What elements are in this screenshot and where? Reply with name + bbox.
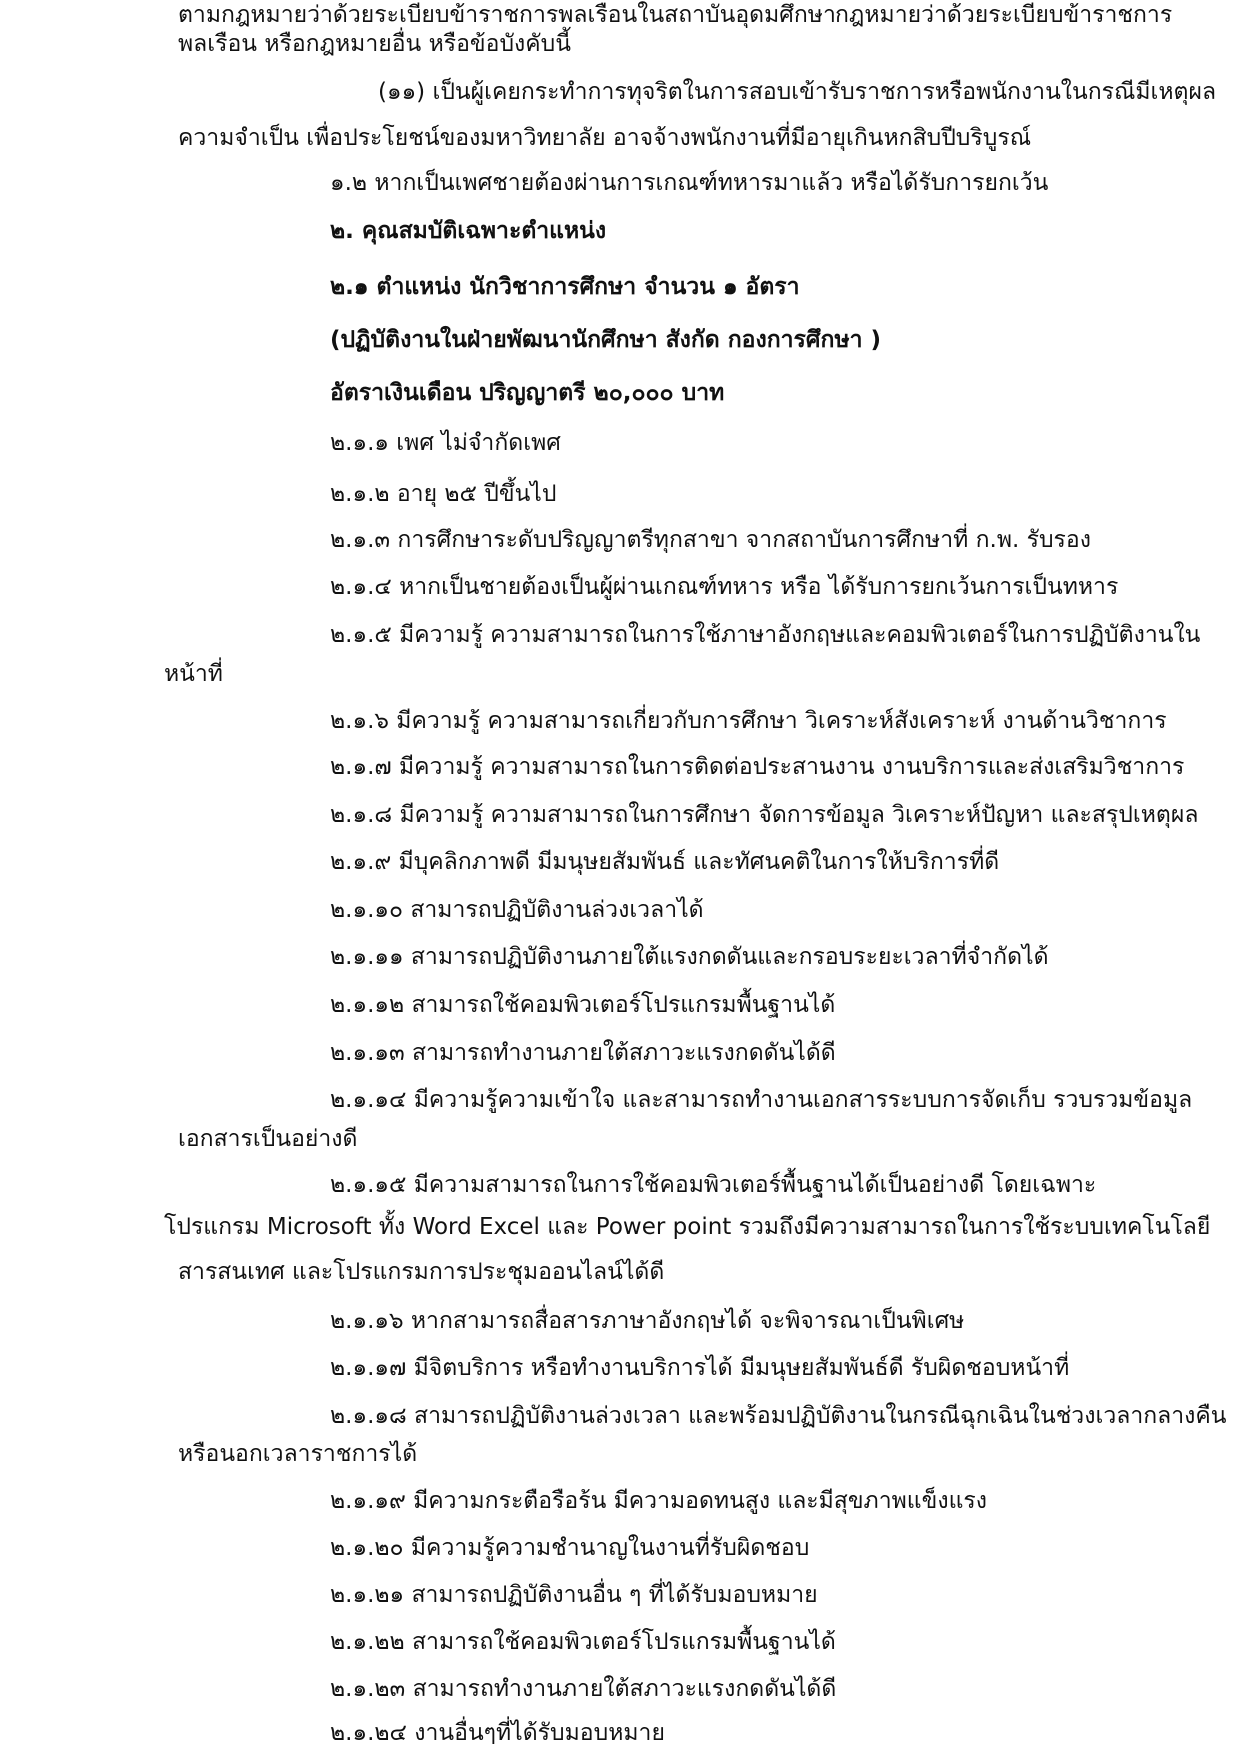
qualification-item: ๒.๑.๒๑ สามารถปฏิบัติงานอื่น ๆ ที่ได้รับมอบหมาย [330,1582,818,1608]
qualification-item: ๒.๑.๑๑ สามารถปฏิบัติงานภายใต้แรงกดดันและกรอบระยะเวลาที่จำกัดได้ [330,944,1049,970]
qualification-item: ๒.๑.๑๙ มีความกระตือรือร้น มีความอดทนสูง และมีสุขภาพแข็งแรง [330,1488,987,1514]
qualification-item: ๒.๑.๒ อายุ ๒๕ ปีขึ้นไป [330,481,557,507]
qualification-item: ๒.๑.๑๕ มีความสามารถในการใช้คอมพิวเตอร์พื้นฐานได้เป็นอย่างดี โดยเฉพาะ [330,1172,1097,1198]
qualification-item: ๒.๑.๑๗ มีจิตบริการ หรือทำงานบริการได้ มีมนุษยสัมพันธ์ดี รับผิดชอบหน้าที่ [330,1355,1070,1381]
qualification-item-continuation: หน้าที่ [164,661,223,687]
qualification-item: ๒.๑.๕ มีความรู้ ความสามารถในการใช้ภาษาอังกฤษและคอมพิวเตอร์ในการปฏิบัติงานใน [330,622,1201,648]
position-heading: ๒.๑ ตำแหน่ง นักวิชาการศึกษา จำนวน ๑ อัตรา [330,274,800,300]
item-11-line-1: (๑๑) เป็นผู้เคยกระทำการทุจริตในการสอบเข้ารับราชการหรือพนักงานในกรณีมีเหตุผล [378,79,1217,105]
item-1-2: ๑.๒ หากเป็นเพศชายต้องผ่านการเกณฑ์ทหารมาแล้ว หรือได้รับการยกเว้น [330,170,1049,196]
intro-line-1a: ตามกฎหมายว่าด้วยระเบียบข้าราชการพลเรือนในสถาบันอุดมศึกษา [178,2,836,28]
qualification-item: ๒.๑.๒๓ สามารถทำงานภายใต้สภาวะแรงกดดันได้ดี [330,1676,837,1702]
qualification-item: ๒.๑.๑๔ มีความรู้ความเข้าใจ และสามารถทำงานเอกสารระบบการจัดเก็บ รวบรวมข้อมูล [330,1087,1193,1113]
salary-heading: อัตราเงินเดือน ปริญญาตรี ๒๐,๐๐๐ บาท [330,380,725,406]
qualification-item-continuation: โปรแกรม Microsoft ทั้ง Word Excel และ Power point รวมถึงมีความสามารถในการใช้ระบบเทคโนโลยี [164,1214,1211,1240]
qualification-item: ๒.๑.๑๒ สามารถใช้คอมพิวเตอร์โปรแกรมพื้นฐานได้ [330,992,836,1018]
qualification-item: ๒.๑.๙ มีบุคลิกภาพดี มีมนุษยสัมพันธ์ และทัศนคติในการให้บริการที่ดี [330,849,1000,875]
qualification-item: ๒.๑.๒๒ สามารถใช้คอมพิวเตอร์โปรแกรมพื้นฐานได้ [330,1629,836,1655]
qualification-item: ๒.๑.๔ หากเป็นชายต้องเป็นผู้ผ่านเกณฑ์ทหาร หรือ ได้รับการยกเว้นการเป็นทหาร [330,574,1119,600]
qualification-item: ๒.๑.๑๖ หากสามารถสื่อสารภาษาอังกฤษได้ จะพิจารณาเป็นพิเศษ [330,1308,965,1334]
section-heading: ๒. คุณสมบัติเฉพาะตำแหน่ง [330,218,607,244]
qualification-item: ๒.๑.๖ มีความรู้ ความสามารถเกี่ยวกับการศึกษา วิเคราะห์สังเคราะห์ งานด้านวิชาการ [330,708,1167,734]
qualification-item: ๒.๑.๒๔ งานอื่นๆที่ได้รับมอบหมาย [330,1720,665,1746]
qualification-item: ๒.๑.๑ เพศ ไม่จำกัดเพศ [330,430,561,456]
item-11-line-2: ความจำเป็น เพื่อประโยชน์ของมหาวิทยาลัย อาจจ้างพนักงานที่มีอายุเกินหกสิบปีบริบูรณ์ [178,125,1032,151]
qualification-item: ๒.๑.๘ มีความรู้ ความสามารถในการศึกษา จัดการข้อมูล วิเคราะห์ปัญหา และสรุปเหตุผล [330,802,1199,828]
qualification-item: ๒.๑.๑๘ สามารถปฏิบัติงานล่วงเวลา และพร้อมปฏิบัติงานในกรณีฉุกเฉินในช่วงเวลากลางคืน [330,1403,1227,1429]
qualification-item: ๒.๑.๒๐ มีความรู้ความชำนาญในงานที่รับผิดชอบ [330,1535,810,1561]
qualification-item: ๒.๑.๑๐ สามารถปฏิบัติงานล่วงเวลาได้ [330,897,704,923]
unit-heading: (ปฏิบัติงานในฝ่ายพัฒนานักศึกษา สังกัด กองการศึกษา ) [330,327,882,353]
qualification-item: ๒.๑.๑๓ สามารถทำงานภายใต้สภาวะแรงกดดันได้ดี [330,1040,836,1066]
qualification-item-continuation: หรือนอกเวลาราชการได้ [178,1441,418,1467]
intro-line-2: พลเรือน หรือกฎหมายอื่น หรือข้อบังคับนี้ [178,31,571,57]
intro-line-1b: กฎหมายว่าด้วยระเบียบข้าราชการ [835,2,1173,28]
qualification-item-continuation: เอกสารเป็นอย่างดี [178,1126,358,1152]
qualification-item: ๒.๑.๗ มีความรู้ ความสามารถในการติดต่อประสานงาน งานบริการและส่งเสริมวิชาการ [330,754,1185,780]
qualification-item-continuation: สารสนเทศ และโปรแกรมการประชุมออนไลน์ได้ดี [178,1259,665,1285]
qualification-item: ๒.๑.๓ การศึกษาระดับปริญญาตรีทุกสาขา จากสถาบันการศึกษาที่ ก.พ. รับรอง [330,527,1091,553]
